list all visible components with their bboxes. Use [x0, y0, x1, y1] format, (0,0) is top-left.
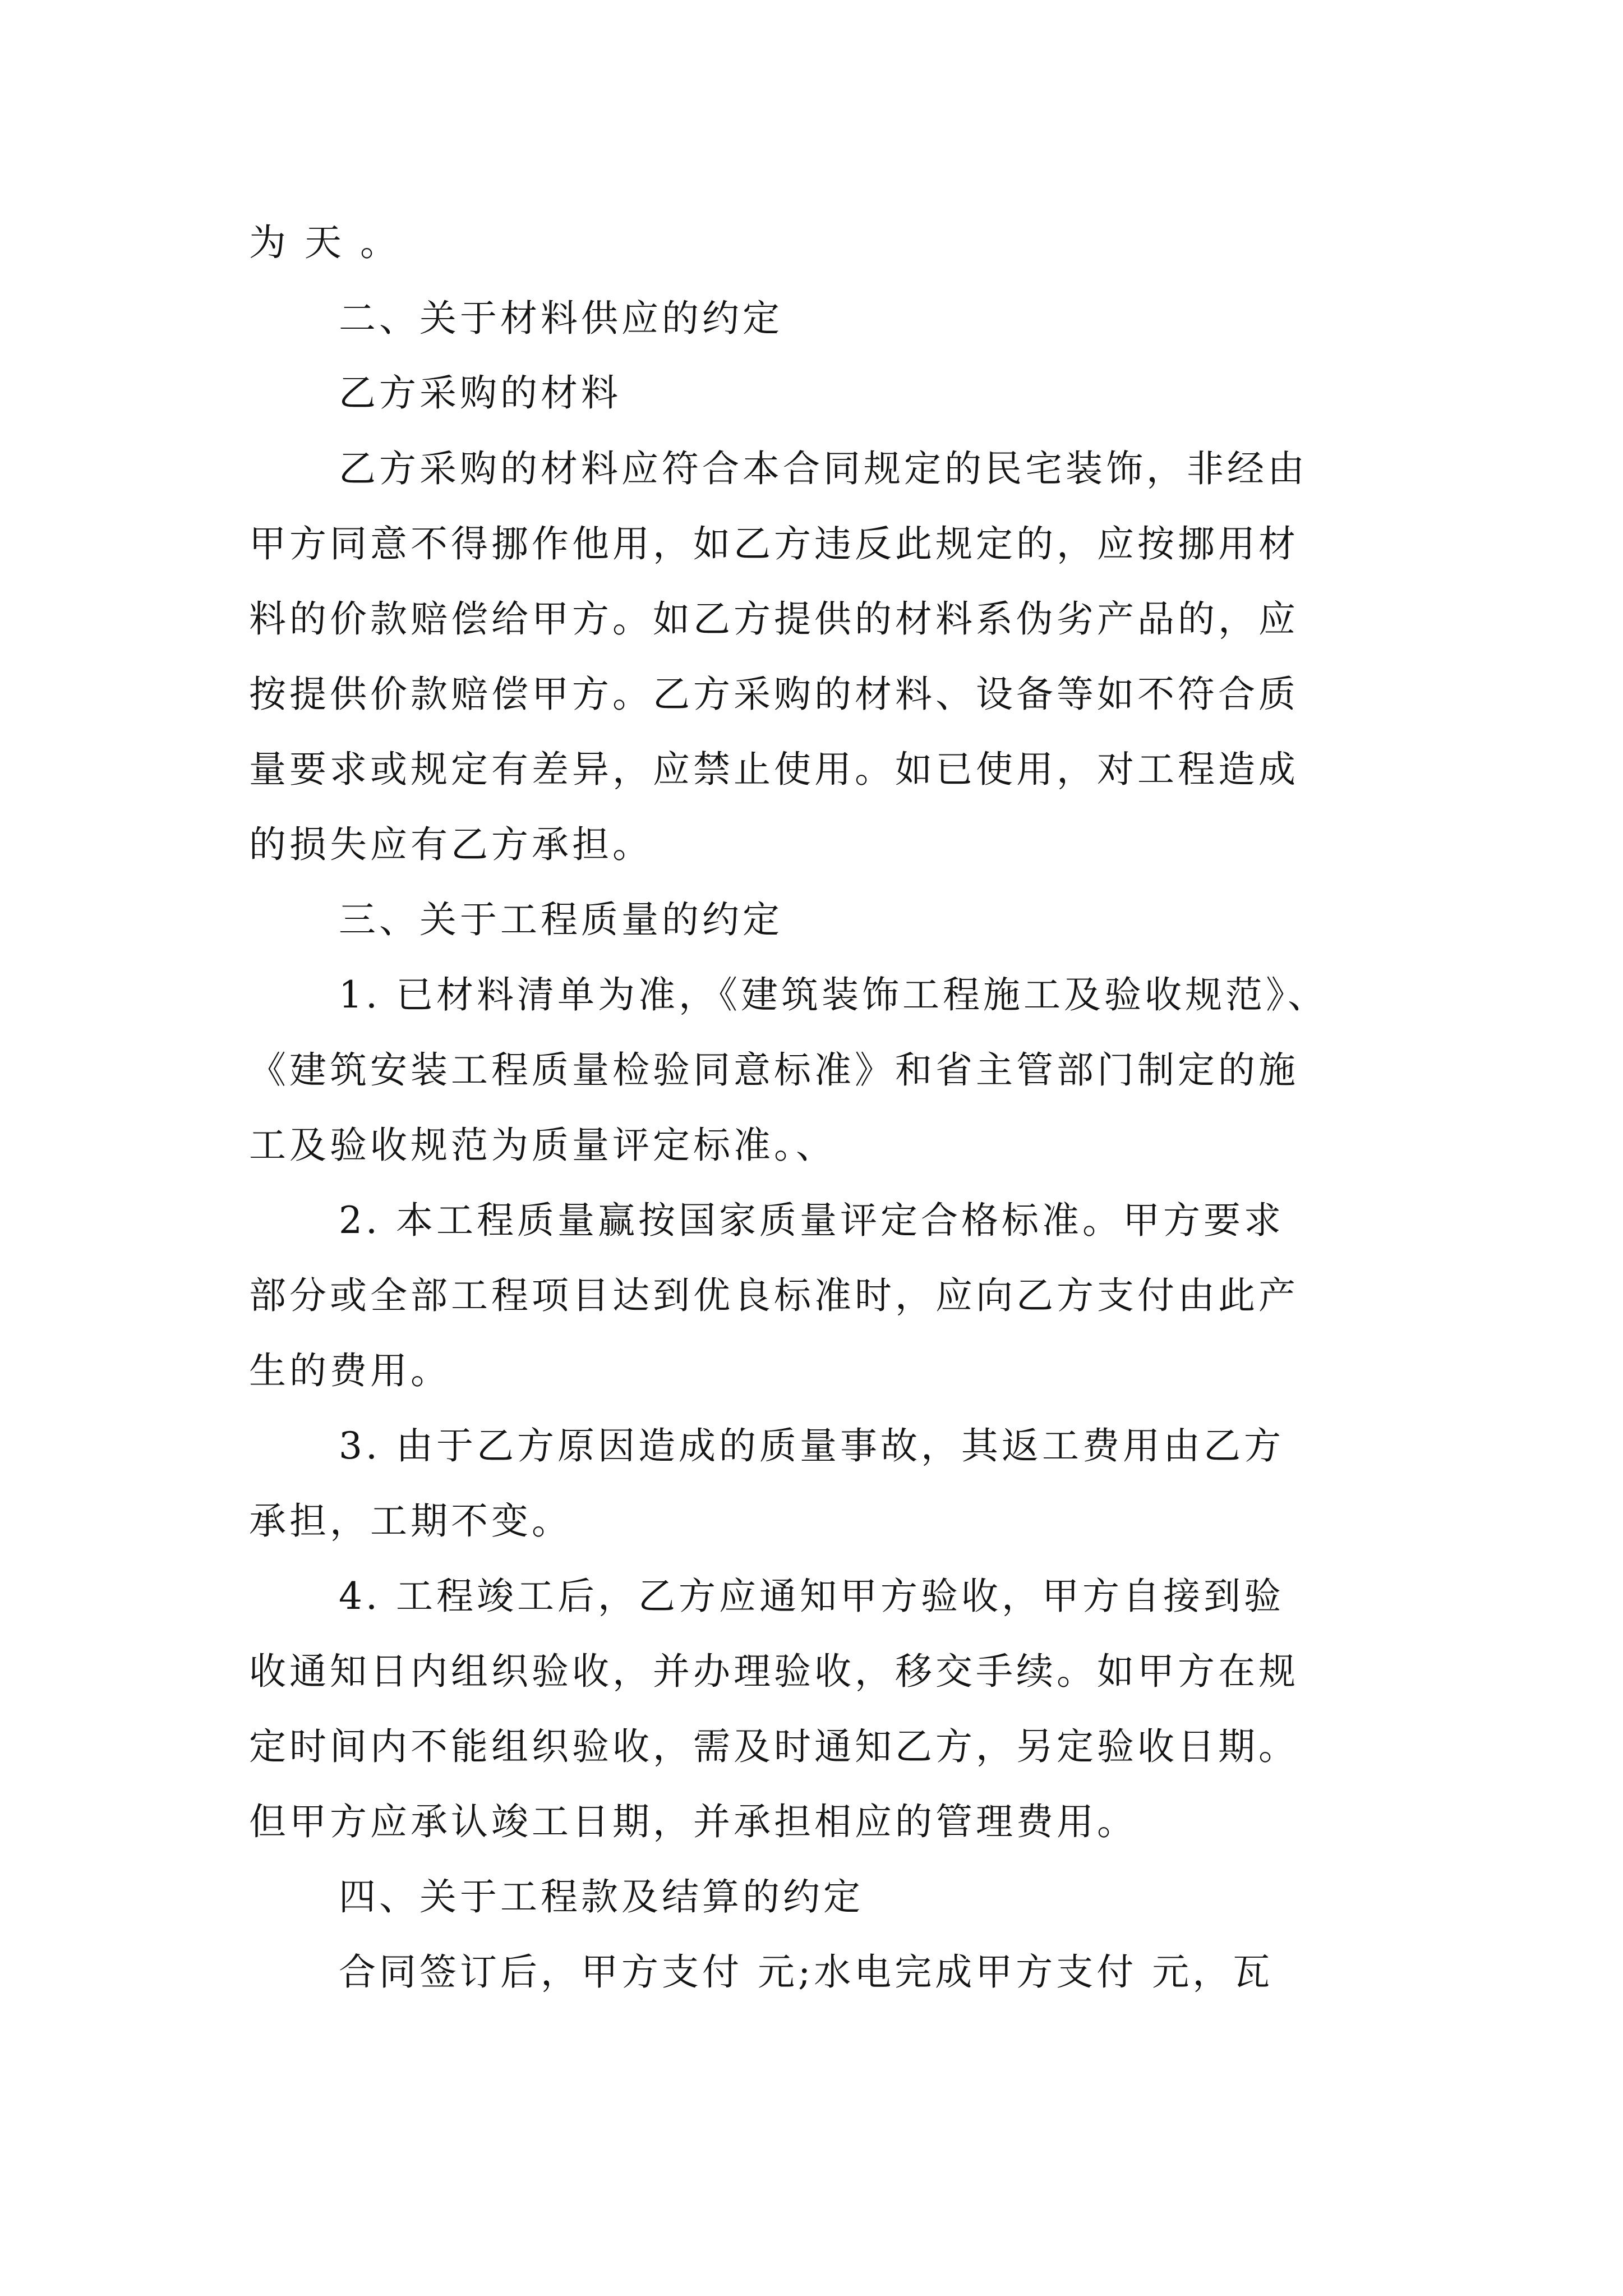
text-line: 为 天 。 — [249, 221, 400, 264]
section-heading: 二、关于材料供应的约定 — [339, 297, 783, 340]
paragraph-line: 定时间内不能组织验收，需及时通知乙方，另定验收日期。 — [249, 1725, 1299, 1768]
list-item: 2. 本工程质量赢按国家质量评定合格标准。甲方要求 — [339, 1199, 1284, 1242]
list-item: 4. 工程竣工后，乙方应通知甲方验收，甲方自接到验 — [339, 1575, 1284, 1618]
paragraph-line: 收通知日内组织验收，并办理验收，移交手续。如甲方在规 — [249, 1650, 1299, 1693]
list-item: 3. 由于乙方原因造成的质量事故，其返工费用由乙方 — [339, 1424, 1284, 1467]
paragraph-line: 工及验收规范为质量评定标准。、 — [249, 1124, 836, 1167]
paragraph-line: 的损失应有乙方承担。 — [249, 823, 653, 866]
paragraph-line: 但甲方应承认竣工日期，并承担相应的管理费用。 — [249, 1800, 1137, 1843]
paragraph-line: 承担，工期不变。 — [249, 1499, 572, 1543]
paragraph-line: 部分或全部工程项目达到优良标准时，应向乙方支付由此产 — [249, 1274, 1299, 1317]
paragraph-line: 乙方采购的材料应符合本合同规定的民宅装饰，非经由 — [339, 447, 1308, 490]
paragraph-line: 量要求或规定有差异，应禁止使用。如已使用，对工程造成 — [249, 748, 1299, 791]
section-heading: 四、关于工程款及结算的约定 — [339, 1875, 864, 1918]
paragraph-line: 合同签订后，甲方支付 元;水电完成甲方支付 元，瓦 — [339, 1950, 1274, 1994]
paragraph-line: 料的价款赔偿给甲方。如乙方提供的材料系伪劣产品的，应 — [249, 597, 1299, 641]
subsection-heading: 乙方采购的材料 — [339, 371, 621, 415]
paragraph-line: 按提供价款赔偿甲方。乙方采购的材料、设备等如不符合质 — [249, 673, 1299, 716]
paragraph-line: 《建筑安装工程质量检验同意标准》和省主管部门制定的施 — [249, 1048, 1299, 1092]
paragraph-line: 甲方同意不得挪作他用，如乙方违反此规定的，应按挪用材 — [249, 522, 1299, 565]
section-heading: 三、关于工程质量的约定 — [339, 898, 783, 941]
list-item: 1. 已材料清单为准，《建筑装饰工程施工及验收规范》、 — [339, 973, 1328, 1016]
paragraph-line: 生的费用。 — [249, 1349, 451, 1392]
